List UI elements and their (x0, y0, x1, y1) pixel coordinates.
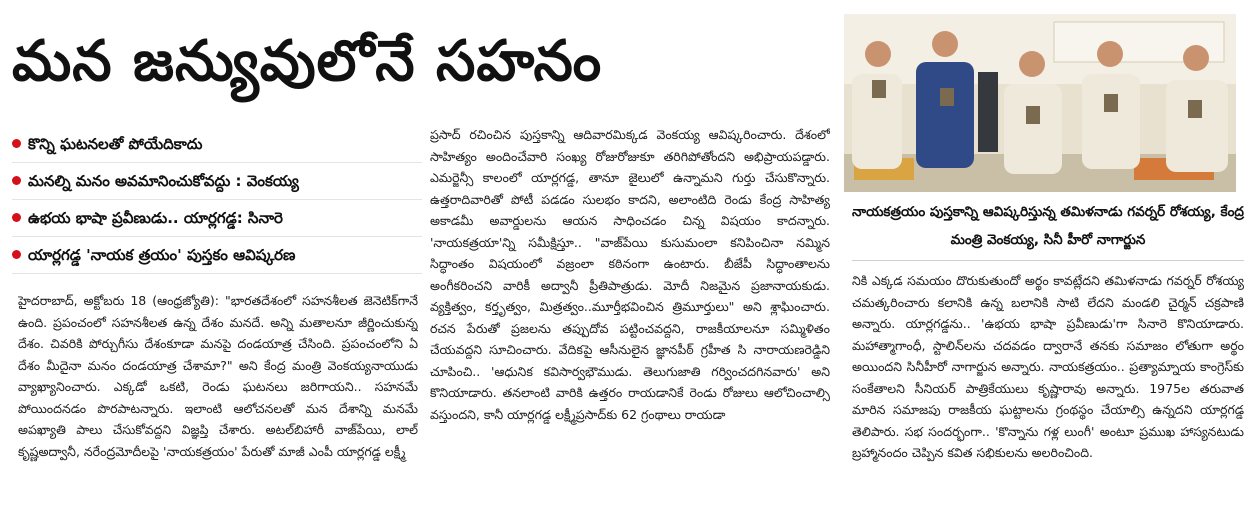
bullet-dot-icon (12, 139, 21, 148)
bullet-dot-icon (12, 250, 21, 259)
bullet-text: యార్లగడ్డ 'నాయక త్రయం' పుస్తకం ఆవిష్కరణ (28, 246, 296, 264)
bullet-dot-icon (12, 213, 21, 222)
bullet-item (12, 163, 422, 200)
article-column-3 (852, 270, 1244, 526)
bullet-item (12, 237, 422, 274)
bullet-dot-icon (12, 176, 21, 185)
bullet-list (12, 126, 422, 274)
bullet-text: ఉభయ భాషా ప్రవీణుడు.. యార్లగడ్డ: సినారె (28, 209, 283, 227)
article-column-1 (18, 290, 418, 526)
bullet-text: మనల్ని మనం అవమానించుకోవద్దు : వెంకయ్య (28, 172, 299, 190)
article-text: హైదరాబాద్, అక్టోబరు 18 (ఆంధ్రజ్యోతి): "భారతదేశంలో సహనశీలత జెనెటిక్‌గానే ఉంది. ప్రపంచంలో సహనశీలత ఉన్న దేశం మనదే. అన్ని మతాలనూ జీర్ణించుకున్న దేశం. చివరికి పోర్చుగీసు దేశంకూడా మనపై దండయాత్ర చేసింది. ప్రపంచంలోని ఏ దేశం మీదైనా మనం దండయాత్ర చేశామా?" అని కేంద్ర మంత్రి వెంకయ్యనాయుడు వ్యాఖ్యానించారు. ఎక్కడో ఒకటి, రెండు ఘటనలు జరిగాయని.. సహనమే పోయిందనడం పొరపాటన్నారు. ఇలాంటి ఆలోచనలతో మన దేశాన్ని మనమే అపఖ్యాతి పాలు చేసుకోవద్దని విజ్ఞప్తి చేశారు. అటల్‌బిహారీ వాజ్‌పేయి, లాల్ కృష్ణఅద్వానీ, నరేంద్రమోదీలపై 'నాయకత్రయం' పేరుతో మాజీ ఎంపీ యార్లగడ్డ లక్ష్మీ (18, 293, 418, 459)
headline: మన జన్యువులోనే సహనం (12, 29, 603, 94)
photo-illustration (844, 14, 1236, 192)
article-text: నికి ఎక్కడ సమయం దొరుకుతుందో అర్థం కావట్లేదని తమిళనాడు గవర్నర్ రోశయ్య చమత్కరించారు కలానికి ఉన్న బలానికి సాటి లేదని మండలి చైర్మన్ చక్రపాణి అన్నారు. యార్లగడ్డను.. 'ఉభయ భాషా ప్రవీణుడు'గా సినారె కొనియాడారు. మహాత్మాగాంధీ, స్టాలిన్‌లను చదవడం ద్వారానే తనకు సమాజం లోతుగా అర్థం అయిందని సినీహీరో నాగార్జున అన్నారు. నాయకత్రయం.. ప్రత్యామ్నాయ కాంగ్రెస్‌కు సంకేతాలని సీనియర్ పాత్రికేయులు కృష్ణారావు అన్నారు. 1975ల తరువాత మారిన సమాజపు రాజకీయ ఘట్టాలను గ్రంథస్థం చేయాల్సి ఉన్నదని యార్లగడ్డ తెలిపారు. సభ సందర్భంగా.. 'కొన్నాను గళ్ల లుంగీ' అంటూ ప్రముఖ హాస్యనటుడు బ్రహ్మానందం చెప్పిన కవిత సభికులను అలరించింది. (852, 273, 1244, 460)
event-photo (844, 14, 1236, 192)
bullet-text: కొన్ని ఘటనలతో పోయేదికాదు (28, 135, 203, 153)
article-text: ప్రసాద్ రచించిన పుస్తకాన్ని ఆదివారమిక్కడ వెంకయ్య ఆవిష్కరించారు. దేశంలో సాహిత్యం అందించేవారి సంఖ్య రోజురోజుకూ తరిగిపోతోందని అభిప్రాయపడ్డారు. ఎమర్జెన్సీ కాలంలో యార్లగడ్డ, తానూ జైలులో ఉన్నామని గుర్తు చేసుకొన్నారు. ఉత్తరాదివారితో పోటీ పడడం సులభం కాదని, అలాంటిది రెండు కేంద్ర సాహిత్య అకాడమీ అవార్డులను ఆయన సాధించడం చిన్న విషయం కాదన్నారు. 'నాయకత్రయా'న్ని సమీక్షిస్తూ.. "వాజ్‌పేయి కుసుమంలా కనిపించినా నమ్మిన సిద్ధాంతం విషయంలో వజ్రంలా కఠినంగా ఉంటారు. బీజేపీ సిద్ధాంతాలను అంగీకరించని వారికీ అద్వానీ ప్రీతిపాత్రుడు. మోదీ నిజమైన ప్రజానాయకుడు. వ్యక్తిత్వం, కర్తృత్వం, మిత్రత్వం..మూర్తీభవించిన త్రిమూర్తులు" అని శ్లాఘించారు. రచన పేరుతో ప్రజలను తప్పుదోవ పట్టించవద్దని, రాజకీయాలనూ సమ్మిళితం చేయవద్దని సూచించారు. వేదికపై ఆసీనులైన జ్ఞానపీఠ్ గ్రహీత సి నారాయణరెడ్డిని చూపించి.. 'ఆధునిక కవిసార్వభౌముడు. తెలుగుజాతి గర్వించదగినవారు' అని కొనియాడారు. తనలాంటి వారికి ఉత్తరం రాయడానికే రెండు రోజులు ఆలోచించాల్సి వస్తుందని, కానీ యార్లగడ్డ లక్ష్మీప్రసాద్‌కు 62 గ్రంథాలు రాయడా (430, 127, 830, 422)
bullet-item (12, 126, 422, 163)
caption-divider (852, 260, 1244, 261)
photo-caption: నాయకత్రయం పుస్తకాన్ని ఆవిష్కరిస్తున్న తమిళనాడు గవర్నర్ రోశయ్య, కేంద్ర మంత్రి వెంకయ్య, సినీ హీరో నాగార్జున (852, 204, 1244, 248)
bullet-item (12, 200, 422, 237)
article-column-2 (430, 124, 830, 526)
